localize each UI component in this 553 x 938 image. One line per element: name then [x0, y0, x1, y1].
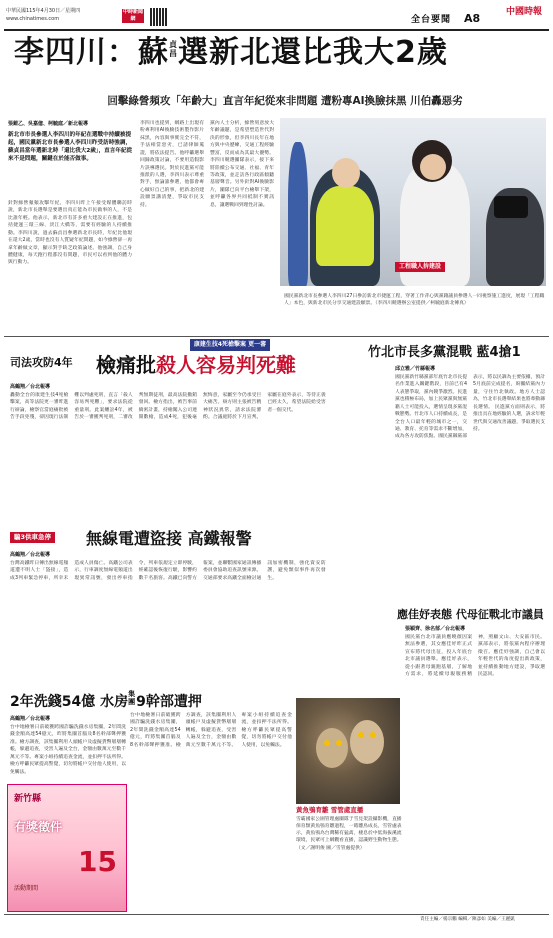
scam-byline: 高鶴翔／台北報導	[10, 552, 51, 558]
ying-byline: 張穎齊、徐名郁／台北報導	[405, 626, 466, 632]
headline-part-a: 李四川：	[14, 35, 138, 70]
court-headline-b: 殺人容易判死難	[156, 353, 296, 377]
qr-code-icon	[150, 8, 168, 26]
court-headline-a: 檢痛批	[96, 353, 156, 377]
main-subheadline: 回擊綠營頻攻「年齡大」直言年紀從來非問題 遭粉專AI換臉抹黑 川伯轟惡劣	[107, 95, 463, 107]
laundering-body-1: 台中地檢署日前破獲跨國詐騙洗錢水房集團，2年間洗錢金額高達54億元，昨將集團首腦及8名幹部聲押獲准。檢方調查，該集團利用人頭帳戶及虛擬貨幣層層轉帳，躲避追查，受害人遍及全台，金額由數萬元至數千萬元不等。專案小組持續追查金流，並扣押不法所得。檢方呼籲民眾提高警覺，切勿將帳戶交付他人使用，以免觸法。	[10, 725, 126, 775]
brand-logo: 中國時報	[505, 7, 542, 17]
main-byline: 張鎧乙、吳嘉億、柯毓庭／新北報導	[8, 121, 89, 127]
ad-note: 活動期間	[14, 885, 39, 892]
section-title: 全台要聞	[411, 15, 452, 25]
main-photo	[280, 118, 546, 286]
section-divider	[4, 336, 549, 337]
main-col-2: 李四川也提到，網路上出現有粉專利用AI換臉技術製作影片抹黑，內容與事實完全不符，手法相當惡劣，已請律師蒐證，將依法提告。他呼籲選舉回歸政策討論，不要用造假影片誤導選民。對於民進黨可能推派的人選，李四川表示尊重對手，無論誰參選，他都會專心做好自己的事，把新北的建設願景講清楚，爭取市民支持。	[140, 121, 204, 208]
photo-tag: 工程職人拚建設	[395, 262, 445, 272]
owl-photo	[296, 698, 400, 804]
main-headline	[14, 33, 544, 74]
laundering-headline-a: 2年洗錢54億 水房	[10, 694, 129, 710]
news-logo: 中時新聞網	[122, 9, 143, 22]
laundering-body-2: 台中地檢署日前破獲跨國詐騙洗錢水房集團，2年間洗錢金額高達54億元，昨將集團首腦及8名幹部聲押獲准。檢方調查，該集團利用人頭帳戶及虛擬貨幣層層轉帳，躲避追查，受害人遍及全台，金額由數萬元至數千萬元不等。專案小組持續追查金流，並扣押不法所得。檢方呼籲民眾提高警覺，切勿將帳戶交付他人使用，以免觸法。	[130, 713, 292, 748]
footer-credits: 責任主編／楊宗鵬 編輯／陳彥如 美編／王麗凱	[420, 917, 515, 922]
laundering-headline-b: 集團	[128, 690, 136, 706]
footer-divider	[4, 914, 549, 915]
scam-body: 台灣高鐵昨日傳出無線電頻道遭不明人士「盜接」，造成3列車緊急停車，所幸未造成人員傷亡。高鐵公司表示，行車調度無線電頻道出現異常訊號，發出停車指令，列車依規定立即停駛，經確認後恢復行駛，影響約數千名旅客。高鐵已向警方報案，並聯繫國家通訊傳播委員會協助追查訊號來源。交通部要求高鐵全面檢討通訊加密機制，強化資安防護，避免類似事件再次發生。	[10, 561, 326, 581]
hsinchu-body-1: 國民黨新竹縣黨部年底竹北市長提名作業進入關鍵階段，目前已有4人表態爭取，黨內競爭激烈。民進黨也積極布局，加上民眾黨與無黨籍人士可能投入，選情呈現多黨混戰態勢。竹北市人口持續成長，是全台人口最年輕的城市之一，交通、教育、托育等需求不斷增加，成為各方攻防焦點。國民黨縣黨部表示，將以民調為主要依據，預計5月底前完成提名，盼團結黨內力量，守住竹北執政。地方人士認為，竹北市長選舉結果也將牽動縣長選情。	[395, 375, 545, 440]
hsinchu-body	[395, 374, 545, 606]
laundering-headline	[10, 690, 202, 712]
scam-tag: 騙3供車急停	[10, 532, 55, 543]
court-kicker: 司法攻防4年	[10, 356, 73, 369]
headline-part-b: 蘇	[138, 35, 169, 70]
owl-caption: 雪霸國家公園管理處團隊于雪見架設攝影機，直播保育類黃魚鴞育雛過程，一睹雛鳥成長。雪管處表示，黃魚鴞為台灣稀有猛禽，棲息於中低海拔溪流環境，民眾可上網觀看直播，認識野生動物生態。（文／謝明俊 圖／雪管處提供）	[296, 816, 402, 851]
scam-headline: 無線電遭盜接 高鐵報警	[86, 529, 252, 548]
advertisement[interactable]	[7, 784, 127, 912]
ying-body: 國民黨台北市議員應曉薇因案無法參選，其女應佳妤昨正式宣布將代母出征，投入年底台北市議員選舉。應佳妤表示，從小跟著母親跑基層，了解地方需求，將延續母親服務精神，照顧文山、大安區市民。黨部表示，將依黨內程序辦理徵召。應佳妤強調，自己會以年輕世代的角度提出新政策，並持續推動地方建設，爭取選民認同。	[405, 635, 545, 678]
masthead-divider	[4, 29, 549, 31]
hsinchu-body-2: 民進黨方面則表示，將推出具在地經驗的人選，訴求年輕世代與交通改善議題，爭取選民支持。	[473, 404, 545, 432]
ying-headline: 應佳妤表態 代母征戰北市議員	[397, 608, 544, 621]
owl-caption-title: 黃魚鴞育雛 雪管處直播	[296, 806, 364, 814]
headline-part-c: 選新北還比我大2歲	[178, 35, 448, 70]
headline-note: 貞昌	[169, 40, 178, 58]
main-lead: 新北市市長參選人李四川的年紀在選戰中持續被提起，國民黨新北市長參選人李四川昨受訪時強調，蘇貞昌當年選新北時「還比我大2歲」，直言年紀從來不是問題，關鍵在於能否做事。	[8, 132, 133, 163]
masthead	[4, 6, 549, 28]
ad-line: 有獎徵件	[14, 820, 63, 834]
page-number: A8	[464, 12, 481, 25]
hsinchu-byline: 邱立雅／竹縣報導	[395, 366, 436, 372]
laundering-byline: 高鶴翔／台北報導	[10, 716, 51, 722]
ad-big-number: 15	[78, 845, 117, 878]
main-col-3: 黨內人士分析，綠營刻意放大年齡議題，是希望塑造世代對決的形象，但李四川長年在地方與中央歷練，交通工程經驗豐富，反而成為其最大優勢。李四川競選團隊表示，接下來將陸續公布交通、社福、青年等政策，並走訪各行政區傾聽基層聲音。另外針對AI換臉影片，團隊已向平台檢舉下架，並呼籲各界共同抵制不實訊息，讓選戰回到理性討論。	[210, 121, 274, 208]
owl-caption-box	[296, 806, 402, 876]
issue-date: 中華民國115年4月30日／星期四	[6, 8, 81, 14]
site-url[interactable]: www.chinatimes.com	[6, 16, 60, 22]
hsinchu-headline: 竹北市長多黨混戰 藍4搶1	[368, 345, 521, 360]
topic-band: 康建生技4死槍擊案 更一審	[190, 339, 270, 351]
court-headline	[96, 352, 296, 379]
laundering-headline-c: 9幹部遭押	[136, 694, 202, 710]
main-col-1: 針對綠營頻頻攻擊年紀，李四川昨上午接受媒體聯訪時說，新北市長選舉是要選出真正能為市民做事的人，不是比誰年輕。他表示，新北市有許多重大建設正在推進，包括捷運三環三線、淡江大橋等，需要有經驗的人持續推動。李四川說，過去蘇貞昌參選新北市長時，年紀比他現在還大2歲，當時也沒有人質疑年紀問題，如今綠營卻一再拿年齡做文章，顯示對手缺乏政策論述。他強調，自己身體健康，每天跑行程都沒有問題，市民可以看到他的體力與行動力。	[8, 201, 132, 266]
court-body: 轟動全台的康建生技4死槍擊案，高等法院更一審昨進行辯論，檢察官當庭痛批被告手段兇殘，卻因現行法制難以判處死刑，直言「殺人容易判死難」，要求法院從重量刑。此案纏訟4年，被告於一審獲判死刑，二審改判無期徒刑，最高法院撤銷發回。檢方指出，被告事前縝密計畫，持槍闖入公司連開數槍，造成4死，犯後毫無悔意，家屬至今仍承受巨大痛苦。辯方則主張被告精神狀況異常，請求法院審酌。合議庭將於下月宣判。家屬在庭外表示，等待正義已經太久，希望法院給受害者一個交代。	[10, 393, 326, 421]
main-photo-caption: 國民黨新北市長參選人李四川27日參訪新北市捷運工程，穿著工作背心與黨籍議員參選人一同視察施工進度，展現「工程職人」本色，與新北市民分享交通建設願景。（李四川競選辦公室提供／柯毓庭新北傳真）	[284, 294, 545, 307]
ad-title: 新竹縣	[14, 794, 42, 804]
court-byline: 高鶴翔／台北報導	[10, 384, 51, 390]
